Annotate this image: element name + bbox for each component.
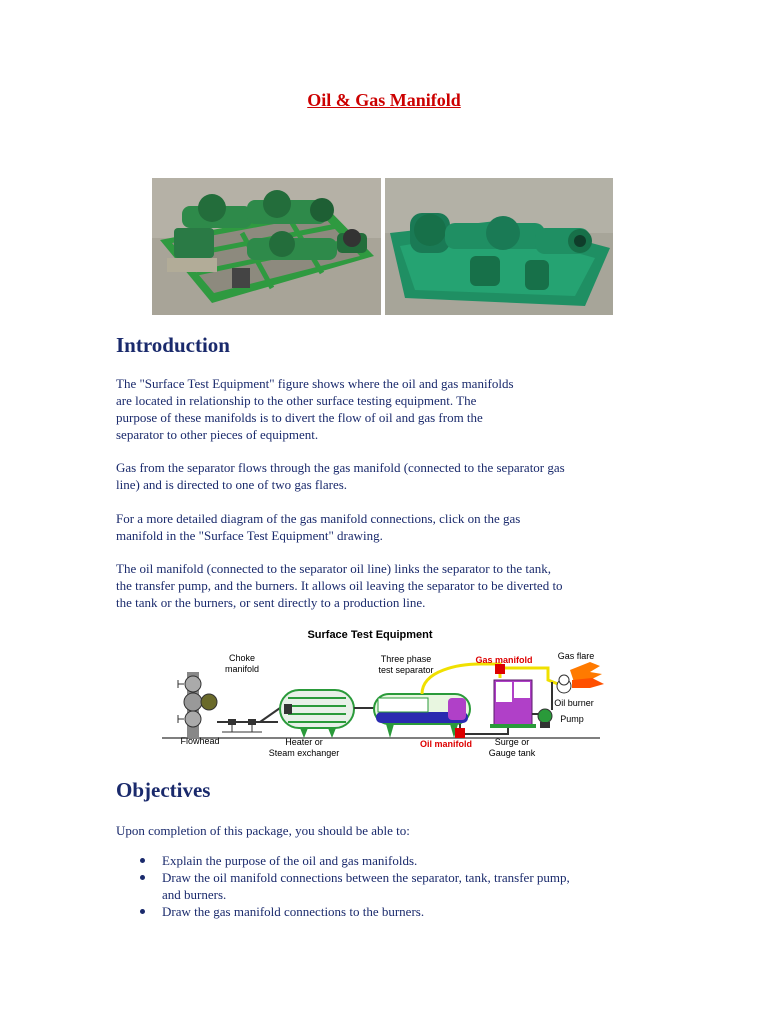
intro-paragraph-3: For a more detailed diagram of the gas manifold connections, click on the gas manifold in the "Surface Test Equipment" drawing. [116,511,521,543]
intro-paragraph-2: Gas from the separator flows through the gas manifold (connected to the separator gas line) and is directed to one of two gas flares. [116,460,565,492]
objectives-intro: Upon completion of this package, you should be able to: [116,823,410,838]
bullet-icon [140,875,145,880]
oil-manifold-marker[interactable] [455,728,465,738]
surge-gauge-tank[interactable] [490,680,536,728]
separator-label-1: Three phase [380,654,432,664]
pump-label: Pump [560,714,584,724]
manifold-skid-image [152,178,381,315]
flowhead-label: Flowhead [180,736,220,746]
heater-label-2: Steam exchanger [268,748,340,758]
diagram-title: Surface Test Equipment [307,629,433,641]
gas-line [422,664,500,694]
gas-flare-label: Gas flare [557,651,595,661]
objective-item: Draw the gas manifold connections to the burners. [116,903,676,920]
intro-paragraph-1: The "Surface Test Equipment" figure shows where the oil and gas manifolds are located in relationship to the other surface testing equipment. The purpose of these manifolds is to divert the flow of oil and gas from the separator to other pieces of equipment. [116,376,514,442]
choke-label-2: manifold [224,664,260,674]
manifold-photo-right [385,178,613,315]
gas-manifold-label[interactable]: Gas manifold [475,655,533,665]
gas-manifold-marker[interactable] [495,664,505,674]
separator-label-2: test separator [378,665,434,675]
manifold-body-image [385,178,613,315]
objectives-heading: Objectives [116,778,211,802]
flowhead[interactable] [178,672,217,738]
choke-label-1: Choke [228,653,256,663]
surge-label-2: Gauge tank [488,748,536,758]
surge-label-1: Surge or [494,737,530,747]
bullet-icon [140,909,145,914]
manifold-photo-left [152,178,381,315]
oil-burner-label: Oil burner [554,698,594,708]
objective-item: Explain the purpose of the oil and gas manifolds. [116,852,676,869]
bullet-icon [140,858,145,863]
objectives-list [116,852,676,920]
intro-paragraph-4: The oil manifold (connected to the separator oil line) links the separator to the tank, the transfer pump, and the burners. It allows oil leaving the separator to be diverted to the tank or the burners, or sent directly to a production line. [116,561,563,610]
choke-manifold[interactable] [217,708,280,732]
heater-steam-exchanger[interactable] [280,690,354,738]
surface-test-equipment-diagram [160,622,620,764]
introduction-heading: Introduction [116,333,230,357]
oil-manifold-label[interactable]: Oil manifold [419,739,473,749]
heater-label-1: Heater or [285,737,323,747]
objective-item: Draw the oil manifold connections between the separator, tank, transfer pump, and burners. [116,869,676,903]
page-title: Oil & Gas Manifold [307,90,461,110]
